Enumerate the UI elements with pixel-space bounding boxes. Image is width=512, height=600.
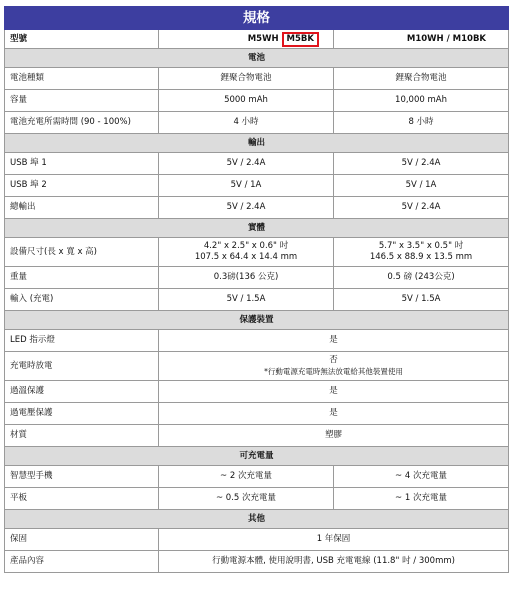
section-output: 輸出 [5,134,509,153]
row-dimensions [5,238,509,267]
row-label: 材質 [5,425,159,447]
row-input [5,289,509,311]
value-m10: 5V / 2.4A [334,197,509,219]
value-shared: 是 [159,330,509,352]
dimensions-mm: 107.5 x 64.4 x 14.4 mm [194,252,298,262]
row-tablet [5,488,509,510]
value-m5 [159,238,334,267]
row-usb2 [5,175,509,197]
spec-title: 規格 [5,7,509,30]
model-a-cell [159,30,334,49]
row-led [5,330,509,352]
row-weight [5,267,509,289]
row-package [5,551,509,573]
model-m5wh: M5WH [247,33,279,44]
section-charges: 可充電量 [5,447,509,466]
value-shared [159,352,509,381]
value-m5: 5V / 2.4A [159,197,334,219]
dimensions-mm: 146.5 x 88.9 x 13.5 mm [369,252,473,262]
value-m5: ~ 2 次充電量 [159,466,334,488]
value-m10: ~ 1 次充電量 [334,488,509,510]
row-label: 輸入 (充電) [5,289,159,311]
value-m10: 0.5 磅 (243公克) [334,267,509,289]
row-label: 容量 [5,90,159,112]
row-label: 過電壓保護 [5,403,159,425]
section-protection: 保護裝置 [5,311,509,330]
row-warranty [5,529,509,551]
value-shared: 是 [159,381,509,403]
section-physical: 實體 [5,219,509,238]
model-label: 型號 [5,30,159,49]
row-over-temp [5,381,509,403]
spec-table [4,6,509,573]
row-material [5,425,509,447]
row-label: 產品內容 [5,551,159,573]
dimensions-inch: 4.2" x 2.5" x 0.6" 吋 [203,241,289,251]
value-m10: 5V / 1A [334,175,509,197]
value-m5: 5000 mAh [159,90,334,112]
row-usb1 [5,153,509,175]
row-label: USB 埠 2 [5,175,159,197]
row-charge-discharge [5,352,509,381]
dimensions-inch: 5.7" x 3.5" x 0.5" 吋 [378,241,464,251]
charge-discharge-value: 否 [329,355,338,365]
value-shared: 塑膠 [159,425,509,447]
value-m5: 5V / 1.5A [159,289,334,311]
model-header-row [5,30,509,49]
value-shared: 1 年保固 [159,529,509,551]
value-m5: 4 小時 [159,112,334,134]
row-capacity [5,90,509,112]
value-m10: 5V / 1.5A [334,289,509,311]
row-label: USB 埠 1 [5,153,159,175]
charge-discharge-note: *行動電源充電時無法放電給其他裝置使用 [264,367,403,376]
value-m5: 鋰聚合物電池 [159,68,334,90]
model-m5bk-highlighted: M5BK [282,32,319,47]
row-label: 過溫保護 [5,381,159,403]
value-shared: 行動電源本體, 使用說明書, USB 充電電線 (11.8" 吋 / 300mm) [159,551,509,573]
model-m10: M10WH / M10BK [334,30,509,49]
value-m10: ~ 4 次充電量 [334,466,509,488]
title-row [5,7,509,30]
row-label: 保固 [5,529,159,551]
row-charge-time [5,112,509,134]
value-m10: 10,000 mAh [334,90,509,112]
row-label: LED 指示燈 [5,330,159,352]
value-m10: 8 小時 [334,112,509,134]
value-m10 [334,238,509,267]
row-total-output [5,197,509,219]
value-m10: 鋰聚合物電池 [334,68,509,90]
value-m5: 5V / 1A [159,175,334,197]
section-battery: 電池 [5,49,509,68]
section-other: 其他 [5,510,509,529]
row-label: 電池充電所需時間 (90 - 100%) [5,112,159,134]
row-label: 充電時放電 [5,352,159,381]
value-m10: 5V / 2.4A [334,153,509,175]
row-smartphone [5,466,509,488]
value-m5: 0.3磅(136 公克) [159,267,334,289]
row-label: 設備尺寸(長 x 寬 x 高) [5,238,159,267]
value-m5: ~ 0.5 次充電量 [159,488,334,510]
row-label: 平板 [5,488,159,510]
row-over-voltage [5,403,509,425]
row-battery-type [5,68,509,90]
value-shared: 是 [159,403,509,425]
row-label: 總輸出 [5,197,159,219]
row-label: 電池種類 [5,68,159,90]
value-m5: 5V / 2.4A [159,153,334,175]
row-label: 重量 [5,267,159,289]
row-label: 智慧型手機 [5,466,159,488]
